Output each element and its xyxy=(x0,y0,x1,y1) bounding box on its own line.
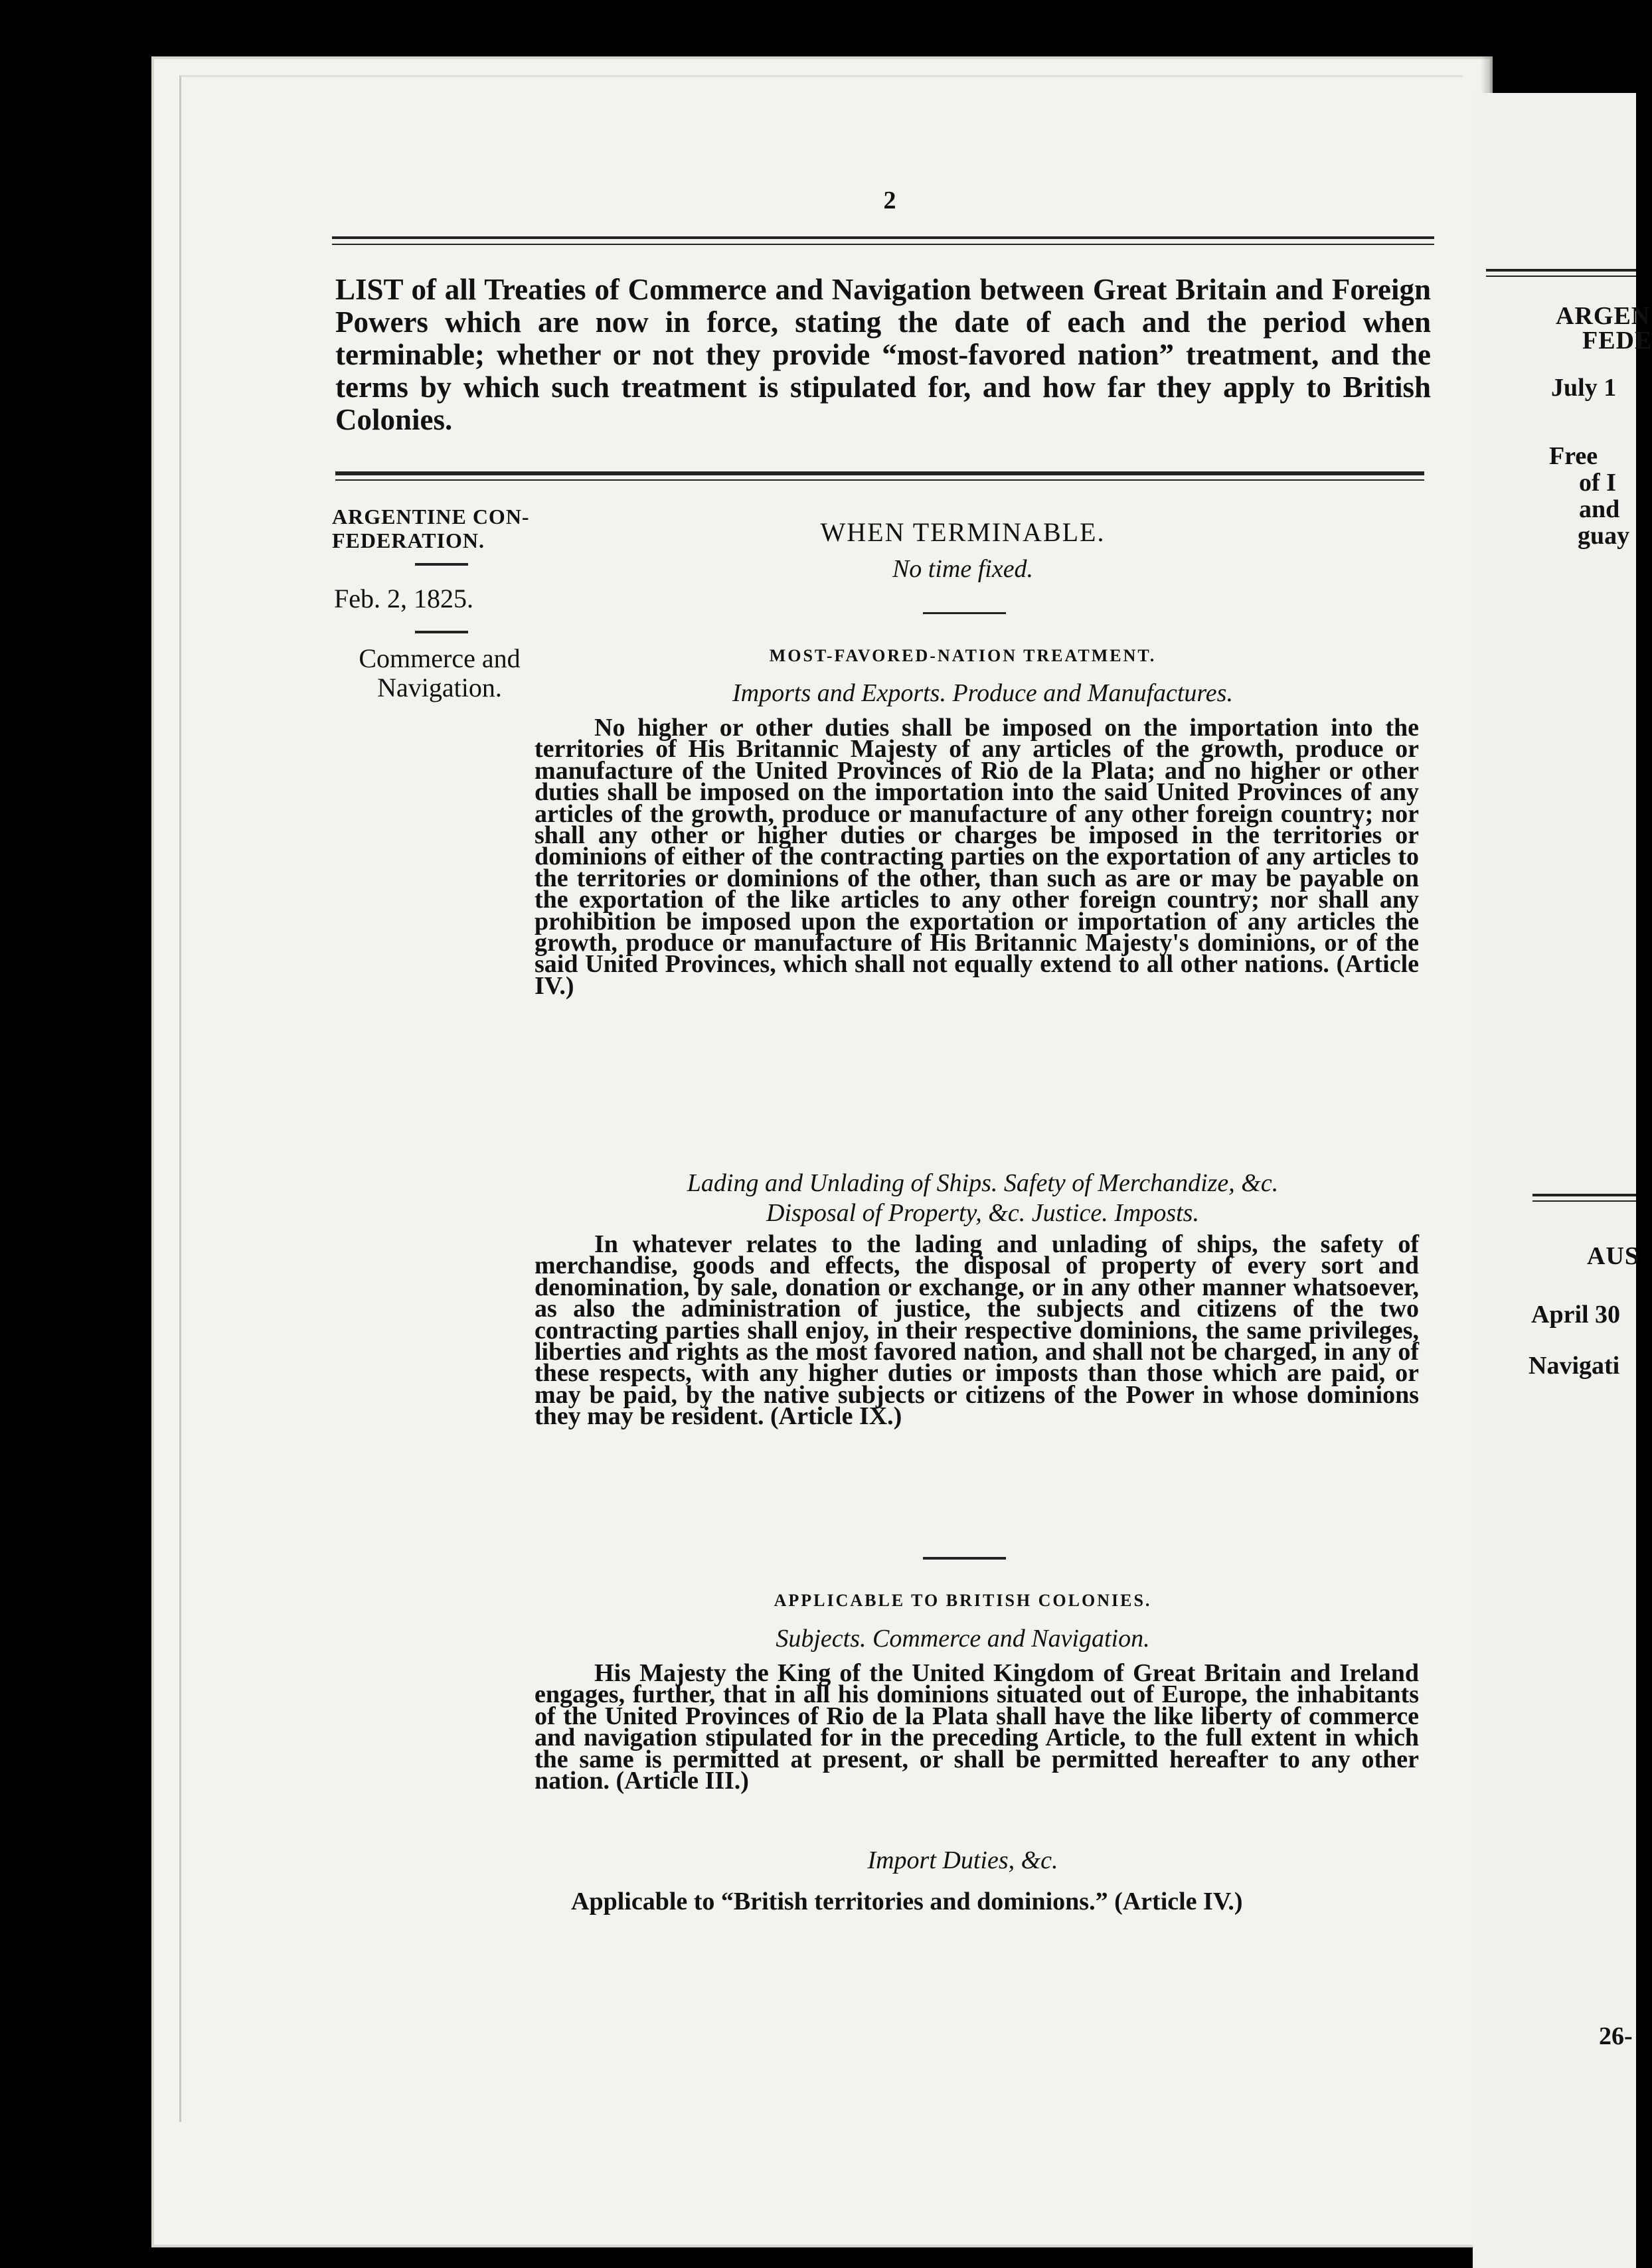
section-rule-1 xyxy=(923,612,1006,614)
next-subject-2: Navigati xyxy=(1528,1352,1620,1380)
next-line-of: of I xyxy=(1579,469,1616,497)
colonies-subheading: Subjects. Commerce and Navigation. xyxy=(776,1625,1150,1653)
next-line-guay: guay xyxy=(1578,522,1630,550)
sidebar-rule-2 xyxy=(415,631,468,633)
next-date: July 1 xyxy=(1551,374,1617,402)
paragraph-article-iv: No higher or other duties shall be imposed on the importation into the territories of His Britannic Majesty of any articles of the growth, produce or manufacture of the United Provinces of Rio de la Plata; and no higher or other duties shall be imposed on the importation into the said United Provinces of any articles of the growth, produce or manufacture of any other foreign country; nor shall any other or higher duties or charges be imposed in the territories or dominions of either of the contracting parties on the exportation of any articles to the territories or dominions of the other, than such as are or may be payable on the exportation of the like articles to any other foreign country; nor shall any prohibition be imposed upon the exportation or importation of any articles the growth, produce or manufacture of His Britannic Majesty's dominions, or of the said United Provinces, which shall not equally extend to all other nations. (Article IV.) xyxy=(535,714,1419,1000)
colonies-heading: APPLICABLE TO BRITISH COLONIES. xyxy=(774,1591,1152,1610)
mfn-subheading-imports: Imports and Exports. Produce and Manufactures. xyxy=(732,679,1233,707)
next-page-footer: 26- xyxy=(1599,2022,1633,2050)
page-number: 2 xyxy=(883,187,896,214)
sidebar-rule-1 xyxy=(415,563,468,566)
document-title: LIST of all Treaties of Commerce and Navigation between Great Britain and Foreign Powers which are now in force, stating the date of each and the period when terminable; whether or not they provide “most-favored nation” treatment, and the terms by which such treatment is stipulated for, and how far they apply to British Colonies. xyxy=(335,273,1431,436)
next-rule-1 xyxy=(1486,269,1636,272)
sidebar-date: Feb. 2, 1825. xyxy=(334,584,473,613)
sidebar-country: ARGENTINE CON-FEDERATION. xyxy=(332,505,530,552)
mfn-heading: MOST-FAVORED-NATION TREATMENT. xyxy=(769,646,1157,665)
import-duties-heading: Import Duties, &c. xyxy=(867,1846,1058,1874)
next-country-2: FEDE xyxy=(1582,327,1652,355)
next-line-free: Free xyxy=(1549,442,1598,470)
section-rule-2 xyxy=(923,1557,1006,1560)
next-rule-3 xyxy=(1532,1194,1636,1196)
top-rule-2 xyxy=(332,244,1434,245)
next-line-and: and xyxy=(1579,495,1620,523)
next-date-2: April 30 xyxy=(1531,1301,1621,1329)
when-terminable-value: No time fixed. xyxy=(892,555,1034,583)
adjacent-page xyxy=(1473,93,1652,2268)
next-rule-4 xyxy=(1532,1200,1636,1202)
next-country-1: ARGEN xyxy=(1556,302,1651,330)
sidebar-subject: Commerce and Navigation. xyxy=(359,643,521,702)
top-rule-1 xyxy=(332,236,1434,239)
title-rule-1 xyxy=(335,471,1424,475)
title-rule-2 xyxy=(335,479,1424,481)
paragraph-import-duties: Applicable to “British territories and dominions.” (Article IV.) xyxy=(571,1888,1243,1915)
next-rule-2 xyxy=(1486,276,1636,277)
paragraph-article-iii: His Majesty the King of the United Kingdom of Great Britain and Ireland engages, further, that in all his dominions situated out of Europe, the inhabitants of the United Provinces of Rio de la Plata shall have the like liberty of commerce and navigation stipulated for in the preceding Article, to the full extent in which the same is permitted at present, or shall be permitted hereafter to any other nation. (Article III.) xyxy=(535,1659,1419,1795)
paragraph-article-ix: In whatever relates to the lading and unlading of ships, the safety of merchandise, goods and effects, the disposal of property of every sort and denomination, by sale, donation or exchange, or in any other manner whatsoever, as also the administration of justice, the subjects and citizens of the two contracting parties shall enjoy, in their respective dominions, the same privileges, liberties and rights as the most favored nation, and shall not be charged, in any of these respects, with any higher duties or imposts than those which are paid, or may be paid, by the native subjects or citizens of the Power in whose dominions they may be resident. (Article IX.) xyxy=(535,1230,1419,1431)
mfn-subheading-property: Disposal of Property, &c. Justice. Imposts. xyxy=(766,1199,1199,1227)
mfn-subheading-lading: Lading and Unlading of Ships. Safety of Merchandize, &c. xyxy=(687,1169,1279,1197)
when-terminable-heading: WHEN TERMINABLE. xyxy=(820,517,1106,547)
next-country-3: AUS xyxy=(1587,1242,1640,1270)
